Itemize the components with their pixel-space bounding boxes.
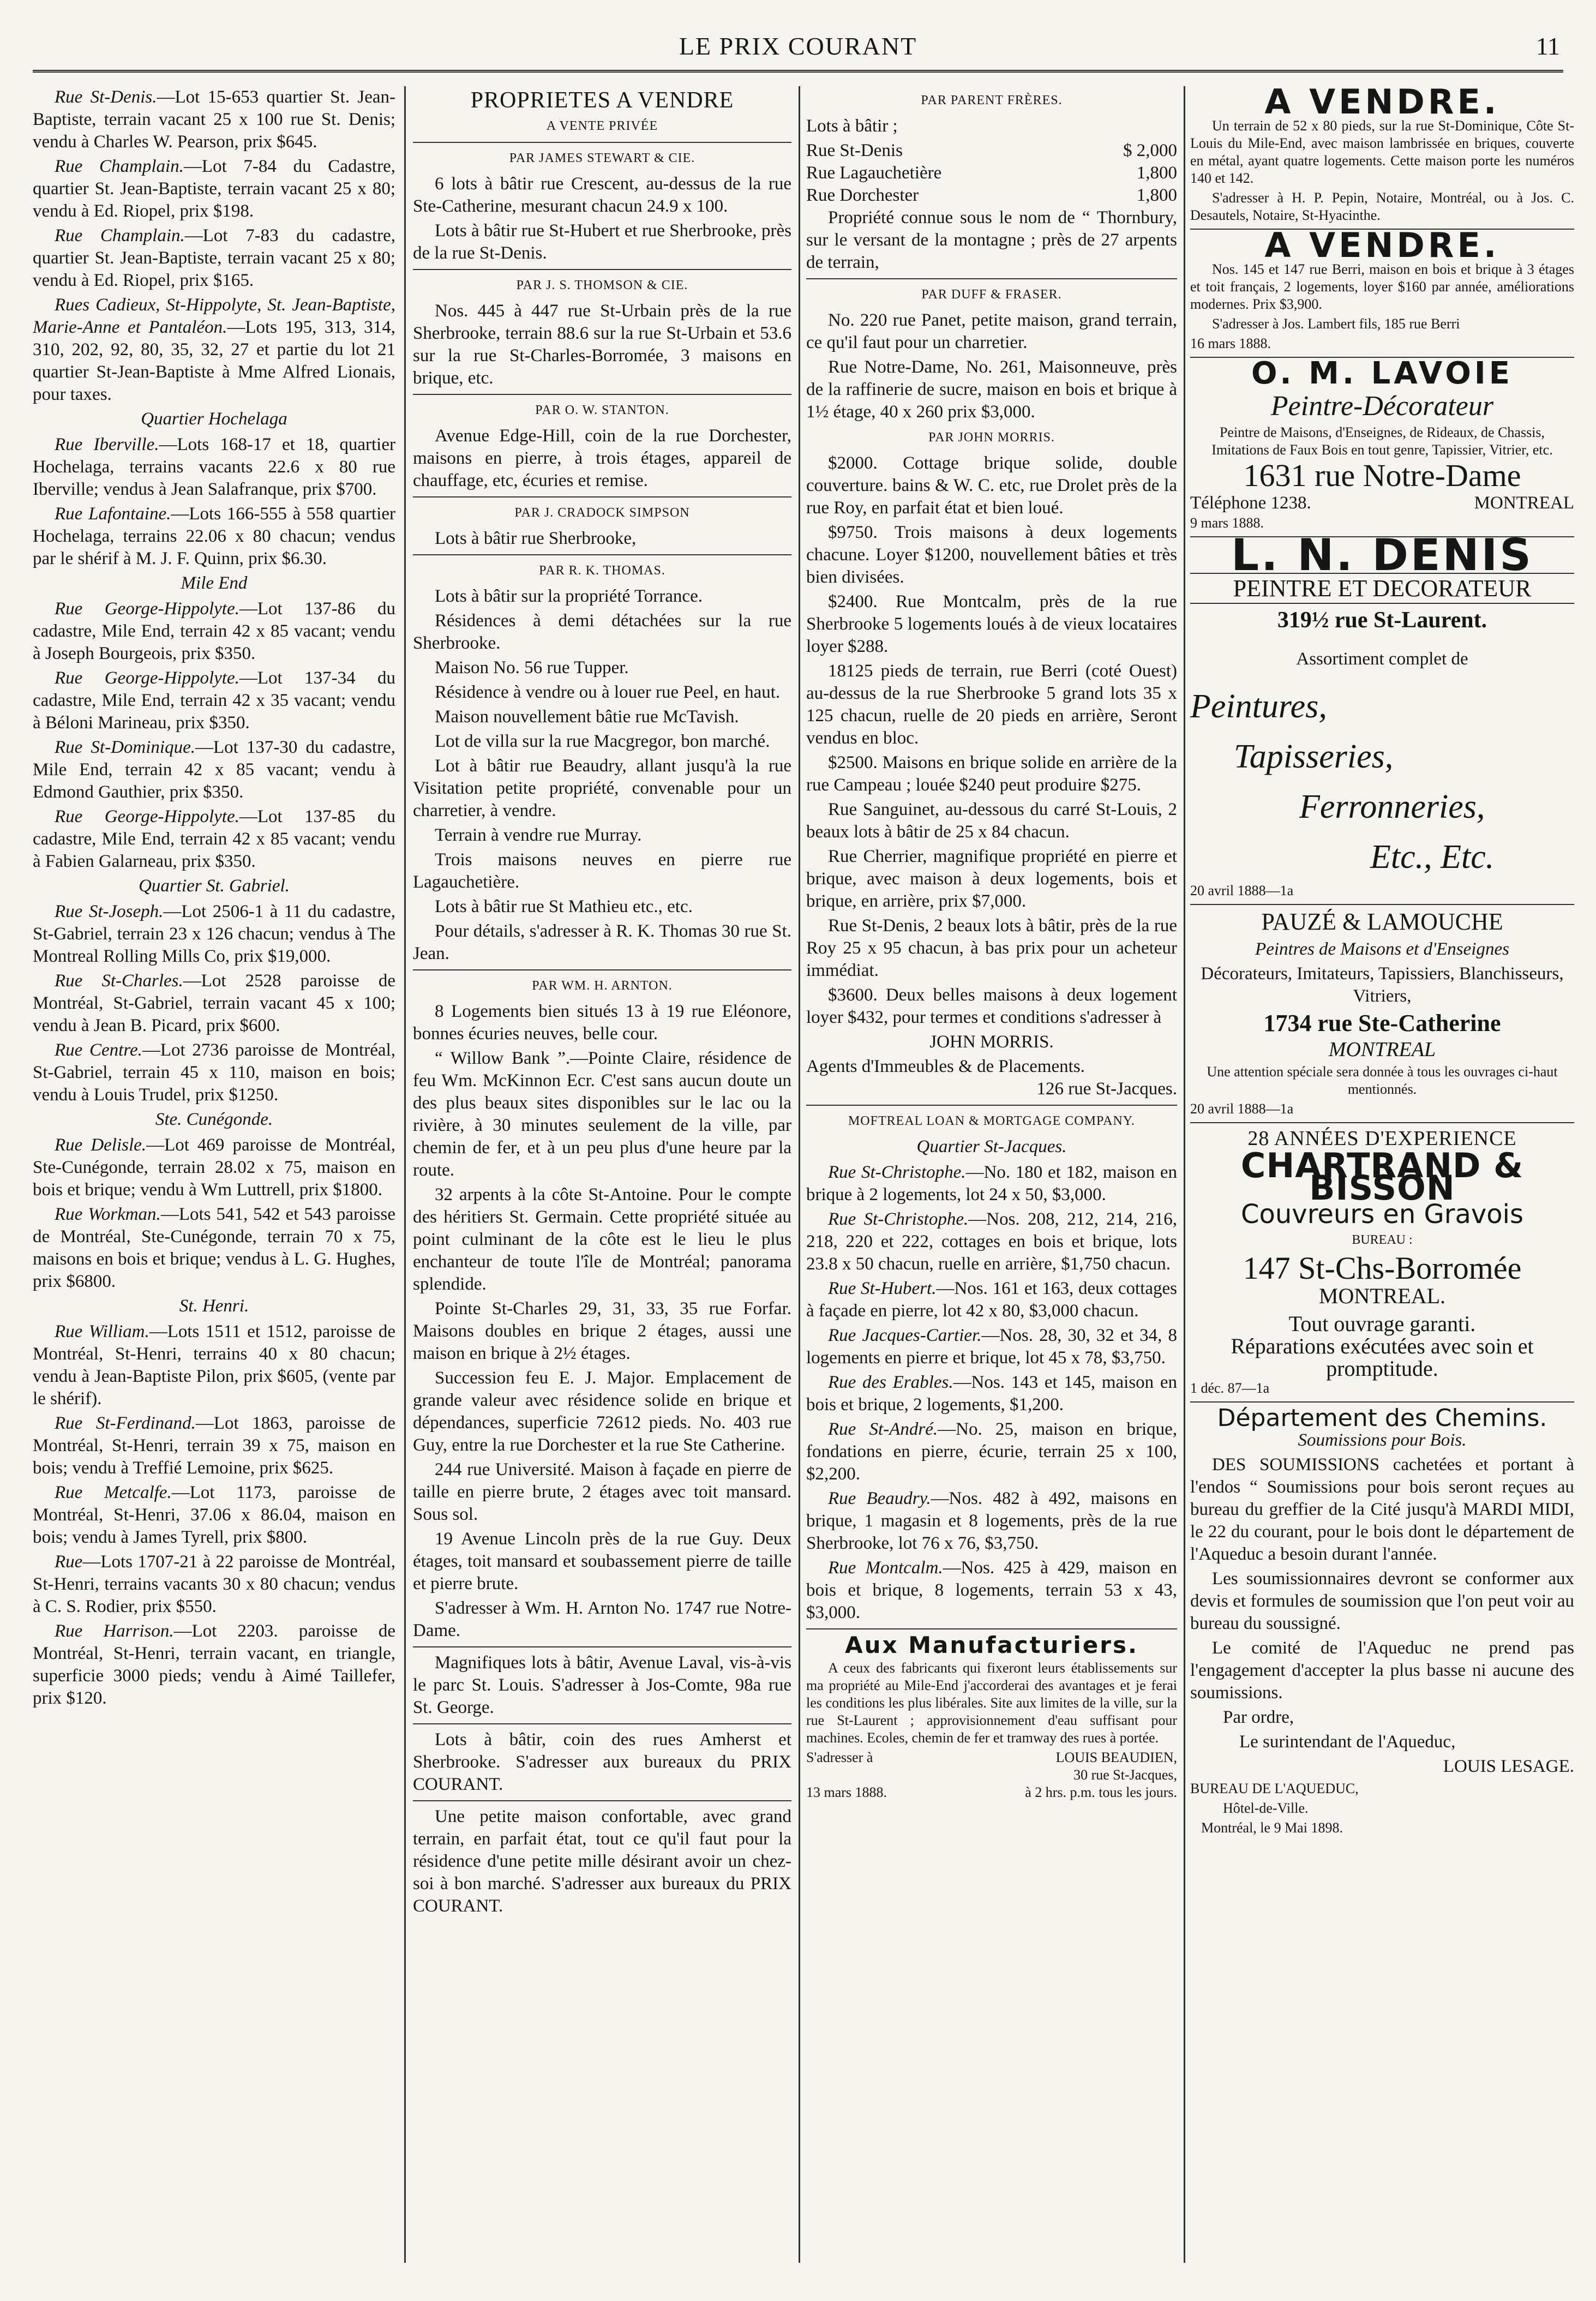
advertiser-trade: PEINTRE ET DECORATEUR (1190, 573, 1574, 604)
manufacturers-contact (806, 1749, 1177, 1766)
listing-text: Lot de villa sur la rue Macgregor, bon marché. (435, 732, 770, 751)
sale-record (33, 901, 395, 968)
divider (413, 142, 791, 143)
listing-text: Avenue Edge-Hill, coin de la rue Dorchester, maisons en pierre, à trois étages, appareil de chauffage, etc, écuries et remise. (413, 426, 791, 490)
record-text: —Lot 2203. paroisse de Montréal, St-Henri, terrain vacant, en triangle, superficie 3000 pieds; vendu à Aimé Taillefer, prix $120. (33, 1621, 395, 1708)
district-heading: Ste. Cunégonde. (155, 1110, 273, 1129)
advertiser-description: Peintre de Maisons, d'Enseignes, de Rideaux, de Chassis, Imitations de Faux Bois en tout genre, Tapissier, Vitrier, etc. (1211, 424, 1553, 458)
agent-heading: MOFTREAL LOAN & MORTGAGE COMPANY. (848, 1114, 1136, 1128)
manufacturers-date-row (806, 1784, 1177, 1801)
sale-record (33, 1203, 395, 1293)
district-heading: St. Henri. (179, 1296, 249, 1316)
column-agent-listings (806, 86, 1177, 2263)
ad-text: Un terrain de 52 x 80 pieds, sur la rue St-Dominique, Côte St-Louis du Mile-End, avec maison lambrissée en briques, couverte en métal, ayant quatre logements. Cette maison porte les numéros 140 et 142. (1190, 118, 1574, 186)
guarantee-text: Tout ouvrage garanti. (1288, 1311, 1476, 1336)
street-name: Rue St-Charles. (55, 971, 183, 991)
record-text: —No. 25, maison en brique, fondations en pierre, écurie, terrain 25 x 100, $2,200. (806, 1419, 1177, 1484)
divider (413, 394, 791, 395)
street-name: Rue St-André. (828, 1419, 938, 1439)
advertiser-trade: Peintre-Décorateur (1270, 391, 1494, 422)
listing-text: Nos. 445 à 447 rue St-Urbain près de la rue Sherbrooke, terrain 88.6 sur la rue St-Urbain et 53.6 sur la rue St-Charles-Borromée, 3 maisons en brique, etc. (413, 301, 791, 388)
bureau-label: BUREAU : (1352, 1233, 1413, 1247)
price-list (806, 140, 1177, 207)
experience-tag: 28 ANNÉES D'EXPERIENCE (1247, 1127, 1517, 1150)
contact-label: S'adresser à (806, 1749, 873, 1765)
agent-heading: PAR JAMES STEWART & CIE. (509, 151, 695, 165)
divider (806, 1628, 1177, 1629)
divider (413, 1646, 791, 1647)
price-value: 1,800 (1136, 185, 1177, 205)
advertiser-trade: Couvreurs en Gravois (1240, 1199, 1523, 1230)
record-text: —Lot 7-83 du cadastre, quartier St. Jean-Baptiste, terrain vacant 25 x 80; vendu à Ed. Riopel, prix $165. (33, 226, 395, 290)
record-text: —Lot 7-84 du Cadastre, quartier St. Jean-Baptiste, terrain vacant 25 x 80; vendu à Ed. Riopel, prix $198. (33, 157, 395, 221)
divider (806, 1105, 1177, 1106)
record-text: —Lot 15-653 quartier St. Jean-Baptiste, terrain vacant 25 x 100 rue St. Denis; vendu à Charles W. Pearson, prix $645. (33, 87, 395, 152)
sale-record (33, 503, 395, 570)
street-name: Rue St-Christophe. (828, 1209, 969, 1229)
newspaper-title: LE PRIX COURANT (679, 32, 917, 60)
notice-paragraph: Le comité de l'Aqueduc ne prend pas l'engagement d'accepter la plus basse ni aucune des soumissions. (1190, 1638, 1574, 1703)
manufacturers-title: Aux Manufacturiers. (845, 1632, 1138, 1658)
listing-text: Résidences à demi détachées sur la rue Sherbrooke. (413, 611, 791, 653)
ad-date: 20 avril 1888—1a (1190, 883, 1294, 898)
record-text: —Nos. 161 et 163, deux cottages à façade en pierre, lot 42 x 80, $3,000 chacun. (806, 1279, 1177, 1321)
assortment-item: Ferronneries, (1299, 788, 1485, 825)
header-rule (33, 70, 1563, 73)
sale-record (806, 1278, 1177, 1322)
agent-heading: PAR J. S. THOMSON & CIE. (516, 278, 688, 292)
listing-text: Rue Cherrier, magnifique propriété en pierre et brique, avec maison à deux logements, bois et brique, en arrière, prix $7,000. (806, 847, 1177, 911)
notice-paragraph: DES SOUMISSIONS cachetées et portant à l'endos “ Soumissions pour bois seront reçues au bureau du greffier de la Cité jusqu'à MARDI MIDI, le 22 du courant, pour le bois dont le département de l'Aqueduc a besoin durant l'année. (1190, 1455, 1574, 1564)
column-divider (404, 86, 406, 2263)
listing-text: Lots à bâtir rue St-Hubert et rue Sherbrooke, près de la rue St-Denis. (413, 221, 791, 263)
listing-text: 8 Logements bien situés 13 à 19 rue Eléonore, bonnes écuries neuves, belle cour. (413, 1002, 791, 1044)
record-text: —Lot 469 paroisse de Montréal, Ste-Cunégonde, terrain 28.02 x 75, maison en bois et brique; vendu à Wm Luttrell, prix $1800. (33, 1135, 395, 1200)
column-properties-for-sale (413, 86, 791, 2263)
advertiser-address: 1734 rue Ste-Catherine (1263, 1010, 1501, 1036)
listing-text: Rue St-Denis, 2 beaux lots à bâtir, près de la rue Roy 25 x 95 chacun, à bas prix pour un acheteur immédiat. (806, 916, 1177, 980)
agent-heading: PAR R. K. THOMAS. (539, 564, 665, 578)
street-name: Rue (55, 1552, 83, 1572)
listing-text: Lots à bâtir rue St Mathieu etc., etc. (435, 897, 693, 916)
manufacturers-text: A ceux des fabricants qui fixeront leurs établissements sur ma propriété au Mile-End j'accorderai des avantages et je ferai les conditions les plus libérales. Site aux limites de la ville, sur la rue St-Laurent ; approvisionnement d'eau suffisant pour machines. Ecoles, chemin de fer et tramway des rues à portée. (806, 1660, 1177, 1746)
advertiser-name: PAUZÉ & LAMOUCHE (1261, 908, 1503, 935)
advertiser-name: L. N. DENIS (1231, 530, 1533, 580)
price-label: Rue Lagauchetière (806, 163, 942, 183)
sale-record (33, 1321, 395, 1410)
assortment-list (1190, 681, 1574, 882)
column-divider (1184, 86, 1185, 2263)
record-text: —Lot 1173, paroisse de Montréal, St-Henri, 37.06 x 86.04, maison en bois; vendu à James Tyrell, prix $800. (33, 1483, 395, 1547)
advertiser-address: 1631 rue Notre-Dame (1243, 458, 1521, 493)
record-text: —Lot 1863, paroisse de Montréal, St-Henri, terrain 39 x 75, maison en bois; vendu à Treffié Lemoine, prix $625. (33, 1413, 395, 1478)
listing-group (806, 309, 1177, 423)
divider (413, 554, 791, 555)
divider (1190, 904, 1574, 905)
advertiser-city: MONTREAL (1328, 1038, 1436, 1061)
price-value: $ 2,000 (1123, 141, 1177, 160)
price-label: Rue St-Denis (806, 141, 903, 160)
advertiser-contact-row (1190, 492, 1574, 514)
street-name: Rue Champlain. (55, 226, 185, 245)
listing-text: Lot à bâtir rue Beaudry, allant jusqu'à la rue Visitation petite propriété, convenable pour un charretier, à vendre. (413, 756, 791, 820)
listing-text: Propriété connue sous le nom de “ Thornbury, sur le versant de la montagne ; près de 27 arpents de terrain, (806, 208, 1177, 272)
listing-text: Lots à bâtir rue Sherbrooke, (435, 529, 637, 548)
sale-record (33, 86, 395, 153)
listing-text: Terrain à vendre rue Murray. (435, 825, 642, 845)
record-text: —Lots 195, 313, 314, 310, 202, 92, 80, 35, 32, 27 et partie du lot 21 quartier St-Jean-Baptiste à Mme Alfred Lionais, pour taxes. (33, 317, 395, 404)
agent-heading: PAR DUFF & FRASER. (921, 287, 1062, 302)
listing-text: $9750. Trois maisons à deux logements chacune. Loyer $1200, nouvellement bâties et très bien divisées. (806, 523, 1177, 587)
ad-date: 1 déc. 87—1a (1190, 1380, 1270, 1396)
price-row (806, 162, 1177, 184)
assortment-item: Tapisseries, (1234, 738, 1394, 775)
ad-contact: S'adresser à Jos. Lambert fils, 185 rue Berri (1212, 316, 1460, 332)
ad-text: Nos. 145 et 147 rue Berri, maison en bois et brique à 3 étages et toit français, 2 logements, loyer $160 par année, améliorations modernes. Prix $3,900. (1190, 261, 1574, 312)
street-name: Rue St-Joseph. (55, 902, 164, 921)
listing-text: Lots à bâtir ; (806, 116, 898, 136)
contact-hours: à 2 hrs. p.m. tous les jours. (1025, 1784, 1177, 1800)
notice-body (1190, 1454, 1574, 1704)
record-text: —Lot 137-34 du cadastre, Mile End, terrain 42 x 35 vacant; vendu à Béloni Marineau, prix $350. (33, 668, 395, 733)
listing-text: 18125 pieds de terrain, rue Berri (coté Ouest) au-dessus de la rue Sherbrooke 5 grand lots 35 x 125 chacun, ruelle de 20 pieds en arrière, Seront vendus en bloc. (806, 661, 1177, 748)
listing-text: Maison No. 56 rue Tupper. (435, 658, 629, 678)
price-row (806, 140, 1177, 162)
record-text: —Lots 166-555 à 558 quartier Hochelaga, terrains 22.06 x 80 chacun; vendus par le shérif à M. J. F. Quinn, prix $6.30. (33, 504, 395, 568)
divider (1190, 1122, 1574, 1123)
record-text: —Lot 137-85 du cadastre, Mile End, terrain 42 x 85 vacant; vendu à Fabien Galarneau, prix $350. (33, 807, 395, 871)
listing-text: “ Willow Bank ”.—Pointe Claire, résidence de feu Wm. McKinnon Ecr. C'est sans aucun doute un des plus beaux sites disponibles sur le lac ou la rivière, à 30 minutes seulement de la ville, par chemin de fer, et à un peu plus d'une heure par la route. (413, 1048, 791, 1180)
agent-heading: PAR O. W. STANTON. (535, 403, 669, 417)
assortment-item: Etc., Etc. (1370, 838, 1495, 876)
advertiser-name: O. M. LAVOIE (1251, 356, 1513, 391)
agent-address-row (806, 1056, 1177, 1078)
street-name: Rue Jacques-Cartier. (828, 1326, 982, 1345)
listing-text: Succession feu E. J. Major. Emplacement de grande valeur avec résidence solide en brique et dépendances, superficie 72612 pieds. No. 403 rue Guy, entre la rue Dorchester et la rue Ste Catherine. (413, 1368, 791, 1455)
listing-text: Lots à bâtir sur la propriété Torrance. (435, 586, 703, 606)
advertiser-note: Une attention spéciale sera donnée à tous les ouvrages ci-haut mentionnés. (1207, 1064, 1558, 1097)
sale-record (33, 225, 395, 292)
listing-text: Magnifiques lots à bâtir, Avenue Laval, vis-à-vis le parc St. Louis. S'adresser à Jos-Comte, 98a rue St. George. (413, 1653, 791, 1717)
sale-record (33, 598, 395, 665)
sale-record (33, 1134, 395, 1201)
advertiser-description: Décorateurs, Imitateurs, Tapissiers, Blanchisseurs, Vitriers, (1201, 964, 1564, 1006)
notice-paragraph: Les soumissionnaires devront se conformer aux devis et formules de soumission que l'on peut voir au bureau du soussigné. (1190, 1569, 1574, 1633)
manufacturers-street-row (806, 1766, 1177, 1784)
sale-record (806, 1488, 1177, 1555)
listing-group (806, 1161, 1177, 1624)
advertiser-city: MONTREAL (1474, 493, 1574, 513)
street-name: Rue George-Hippolyte. (55, 599, 239, 619)
street-name: Rue George-Hippolyte. (55, 668, 239, 688)
agent-signature: JOHN MORRIS. (929, 1032, 1054, 1052)
advertiser-address: 319½ rue St-Laurent. (1277, 608, 1487, 633)
sale-record (806, 1418, 1177, 1485)
agent-heading: PAR J. CRADOCK SIMPSON (514, 506, 690, 520)
divider (413, 496, 791, 498)
divider (413, 1800, 791, 1801)
listing-text: Résidence à vendre ou à louer rue Peel, en haut. (435, 682, 781, 702)
notice-bureau: BUREAU DE L'AQUEDUC, (1190, 1781, 1359, 1796)
street-name: Rue Montcalm. (828, 1558, 943, 1578)
advertiser-city: MONTREAL. (1318, 1284, 1446, 1308)
record-text: —Nos. 208, 212, 214, 216, 218, 220 et 222, cottages en bois et brique, lots 23.8 x 50 chacun, ruelle en arrière, $1,750 chacun. (806, 1209, 1177, 1274)
notice-signature: LOUIS LESAGE. (1443, 1757, 1574, 1776)
page-header (33, 28, 1563, 63)
record-text: —Lot 137-86 du cadastre, Mile End, terrain 42 x 85 vacant; vendu à Joseph Bourgeois, prix $350. (33, 599, 395, 663)
notice-superintendent: Le surintendant de l'Aqueduc, (1239, 1732, 1456, 1752)
ad-date: 20 avril 1888—1a (1190, 1101, 1294, 1117)
street-name: Rue St-Hubert. (828, 1279, 937, 1298)
assortment-item: Peintures, (1190, 688, 1327, 725)
sale-record (806, 1161, 1177, 1206)
divider (413, 269, 791, 270)
district-heading: Quartier Hochelaga (141, 409, 287, 429)
listing-text: Pour détails, s'adresser à R. K. Thomas 30 rue St. Jean. (413, 921, 791, 963)
district-heading: Quartier St-Jacques. (916, 1137, 1067, 1157)
advertiser-name: CHARTRAND & BISSON (1240, 1146, 1524, 1208)
sale-record (33, 1482, 395, 1549)
ad-contact: S'adresser à H. P. Pepin, Notaire, Montréal, ou à Jos. C. Desautels, Notaire, St-Hyacinthe. (1190, 190, 1574, 223)
ad-title: A VENDRE. (1264, 86, 1500, 122)
record-text: —Nos. 28, 30, 32 et 34, 8 logements en pierre et brique, lot 45 x 78, $3,750. (806, 1326, 1177, 1368)
price-row (806, 184, 1177, 207)
listing-blocks (413, 142, 791, 1917)
record-text: —Lots 541, 542 et 543 paroisse de Montréal, Ste-Cunégonde, terrain 70 x 75, maisons en bois et brique; vendus à L. G. Hughes, prix $6800. (33, 1205, 395, 1291)
listing-text: Maison nouvellement bâtie rue McTavish. (435, 707, 739, 727)
listing-text: 6 lots à bâtir rue Crescent, au-dessus de la rue Ste-Catherine, mesurant chacun 24.9 x 100. (413, 174, 791, 216)
street-name: Rue Beaudry. (828, 1489, 931, 1508)
district-heading: Quartier St. Gabriel. (139, 876, 290, 896)
street-name: Rue Lafontaine. (55, 504, 171, 524)
listing-text: Une petite maison confortable, avec grand terrain, en parfait état, tout ce qu'il faut pour la résidence d'une petite mille désirant avoir un chez-soi à bon marché. S'adresser aux bureaux du PRIX COURANT. (413, 1807, 791, 1916)
divider (806, 278, 1177, 279)
advertiser-address: 147 St-Chs-Borromée (1243, 1250, 1522, 1286)
sale-record (33, 736, 395, 804)
record-text: —No. 180 et 182, maison en brique à 2 logements, lot 24 x 50, $3,000. (806, 1163, 1177, 1205)
listing-text: No. 220 rue Panet, petite maison, grand terrain, ce qu'il faut pour un charretier. (806, 310, 1177, 352)
sale-record (33, 294, 395, 406)
listing-text: 32 arpents à la côte St-Antoine. Pour le compte des héritiers St. Germain. Cette propriété située au point culminant de la côte est le lieu le plus enchanteur de toute l'île de Montréal; panorama splendide. (413, 1185, 791, 1294)
sale-record (33, 970, 395, 1037)
section-title: PROPRIETES A VENDRE (470, 88, 734, 113)
record-text: —Lot 2736 paroisse de Montréal, St-Gabriel, terrain 45 x 110, maison en bois; vendu à Louis Trudel, prix $1250. (33, 1040, 395, 1105)
divider (1190, 1401, 1574, 1403)
street-name: Rue Champlain. (55, 157, 184, 176)
record-text: —Lots 168-17 et 18, quartier Hochelaga, terrains vacants 22.6 x 80 rue Iberville; vendus à Jean Salafranque, prix $700. (33, 435, 395, 499)
record-text: —Nos. 482 à 492, maisons en brique, 1 magasin et 8 logements, près de la rue Sherbrooke, lot 76 x 76, $3,750. (806, 1489, 1177, 1553)
agent-heading: PAR JOHN MORRIS. (928, 430, 1055, 445)
listing-text: Trois maisons neuves en pierre rue Lagauchetière. (413, 850, 791, 892)
listing-text: Pointe St-Charles 29, 31, 33, 35 rue Forfar. Maisons doubles en brique 2 étages, aussi une maison en brique à 2½ étages. (413, 1299, 791, 1363)
notice-hotel: Hôtel-de-Ville. (1223, 1800, 1309, 1816)
advertiser-phone: Téléphone 1238. (1190, 493, 1311, 513)
street-name: Rue Metcalfe. (55, 1483, 172, 1502)
listing-text: $2400. Rue Montcalm, près de la rue Sherbrooke 5 logements loués à de vieux locataires loyer $288. (806, 592, 1177, 656)
price-label: Rue Dorchester (806, 185, 919, 205)
agent-title: Agents d'Immeubles & de Placements. (806, 1057, 1085, 1076)
contact-street: 30 rue St-Jacques, (1073, 1767, 1177, 1783)
sale-record (33, 1551, 395, 1618)
sale-record (806, 1371, 1177, 1416)
ad-date: 13 mars 1888. (806, 1784, 887, 1800)
listing-text: $2500. Maisons en brique solide en arrière de la rue Campeau ; louée $240 peut produire $275. (806, 753, 1177, 795)
sale-record (806, 1325, 1177, 1369)
listing-text: $2000. Cottage brique solide, double couverture. bains & W. C. etc, rue Drolet près de la rue Roy, en parfait état et bien loué. (806, 453, 1177, 518)
notice-order: Par ordre, (1223, 1707, 1294, 1727)
street-name: Rue des Erables. (828, 1373, 953, 1392)
repairs-text: Réparations exécutées avec soin et promptitude. (1231, 1334, 1534, 1381)
record-text: —Lots 1707-21 à 22 paroisse de Montréal, St-Henri, terrains vacants 30 x 80 chacun; vendus à C. S. Rodier, prix $550. (33, 1552, 395, 1616)
agent-heading: PAR PARENT FRÈRES. (921, 93, 1063, 107)
advertiser-trade: Peintres de Maisons et d'Enseignes (1255, 939, 1509, 959)
record-text: —Lot 2528 paroisse de Montréal, St-Gabriel, terrain vacant 45 x 100; vendu à Jean B. Picard, prix $600. (33, 971, 395, 1035)
column-sales-records (33, 86, 395, 2263)
divider (413, 969, 791, 970)
section-subtitle: A VENTE PRIVÉE (546, 119, 658, 133)
sale-record (806, 1208, 1177, 1275)
assortment-intro: Assortiment complet de (1296, 649, 1468, 669)
listing-group (806, 452, 1177, 1029)
street-name: Rue George-Hippolyte. (55, 807, 239, 826)
sale-record (33, 155, 395, 223)
street-name: Rue St-Ferdinand. (55, 1413, 196, 1433)
sale-record (33, 1412, 395, 1479)
street-name: Rue Iberville. (55, 435, 159, 454)
listing-text: Rue Sanguinet, au-dessous du carré St-Louis, 2 beaux lots à bâtir de 25 x 84 chacun. (806, 800, 1177, 842)
listing-text: 244 rue Université. Maison à façade en pierre de taille en pierre brute, 2 étages avec toit mansard. Sous sol. (413, 1460, 791, 1524)
sale-record (33, 667, 395, 734)
street-name: Rue William. (55, 1322, 149, 1341)
record-text: —Lots 1511 et 1512, paroisse de Montréal, St-Henri, terrains 40 x 80 chacun; vendu à Jean-Baptiste Pilon, prix $605, (vente par le shérif). (33, 1322, 395, 1409)
street-name: Rue Workman. (55, 1205, 161, 1224)
record-text: —Nos. 425 à 429, maison en bois et brique, 8 logements, terrain 53 x 43, $3,000. (806, 1558, 1177, 1622)
sale-record (33, 1039, 395, 1106)
sale-record (33, 434, 395, 501)
sale-record (33, 1620, 395, 1710)
notice-subtitle: Soumissions pour Bois. (1298, 1430, 1467, 1450)
record-text: —Nos. 143 et 145, maison en bois et brique, 2 logements, $1,200. (806, 1373, 1177, 1415)
listing-text: Rue Notre-Dame, No. 261, Maisonneuve, près de la raffinerie de sucre, maison en bois et brique à 1½ étage, 40 x 260 prix $3,000. (806, 357, 1177, 422)
street-name: Rues Cadieux, St-Hippolyte, St. Jean-Baptiste, Marie-Anne et Pantaléon. (33, 295, 395, 337)
record-text: —Lot 137-30 du cadastre, Mile End, terrain 42 x 85 vacant; vendu à Edmond Gauthier, prix $350. (33, 738, 395, 802)
notice-date: Montréal, le 9 Mai 1898. (1201, 1820, 1343, 1836)
agent-heading: PAR WM. H. ARNTON. (532, 979, 673, 993)
ad-date: 16 mars 1888. (1190, 335, 1271, 351)
listing-text: Lots à bâtir, coin des rues Amherst et Sherbrooke. S'adresser aux bureaux du PRIX COURANT. (413, 1730, 791, 1794)
listing-text: S'adresser à Wm. H. Arnton No. 1747 rue Notre-Dame. (413, 1598, 791, 1640)
street-name: Rue Centre. (55, 1040, 142, 1060)
street-name: Rue St-Christophe. (828, 1163, 966, 1182)
street-name: Rue St-Denis. (55, 87, 157, 107)
sale-record (806, 1557, 1177, 1624)
ad-date: 9 mars 1888. (1190, 515, 1264, 531)
listing-text: $3600. Deux belles maisons à deux logement loyer $432, pour termes et conditions s'adresser à (806, 985, 1177, 1027)
price-value: 1,800 (1136, 163, 1177, 183)
page-number: 11 (1535, 32, 1560, 60)
listing-text: 19 Avenue Lincoln près de la rue Guy. Deux étages, toit mansard et soubassement pierre de taille et pierre brute. (413, 1529, 791, 1593)
sale-record (33, 806, 395, 873)
street-name: Rue Delisle. (55, 1135, 147, 1155)
column-divider (799, 86, 800, 2263)
divider (413, 1723, 791, 1724)
ad-title: A VENDRE. (1264, 225, 1500, 265)
agent-address: 126 rue St-Jacques. (1036, 1079, 1177, 1099)
district-heading: Mile End (181, 573, 248, 593)
column-advertisements (1190, 86, 1574, 2263)
contact-name: LOUIS BEAUDIEN, (1055, 1749, 1177, 1765)
notice-title: Département des Chemins. (1217, 1404, 1547, 1432)
street-name: Rue St-Dominique. (55, 738, 195, 757)
record-text: —Lot 2506-1 à 11 du cadastre, St-Gabriel, terrain 23 x 126 chacun; vendus à The Montreal Rolling Mills Co, prix $19,000. (33, 902, 395, 966)
street-name: Rue Harrison. (55, 1621, 174, 1641)
